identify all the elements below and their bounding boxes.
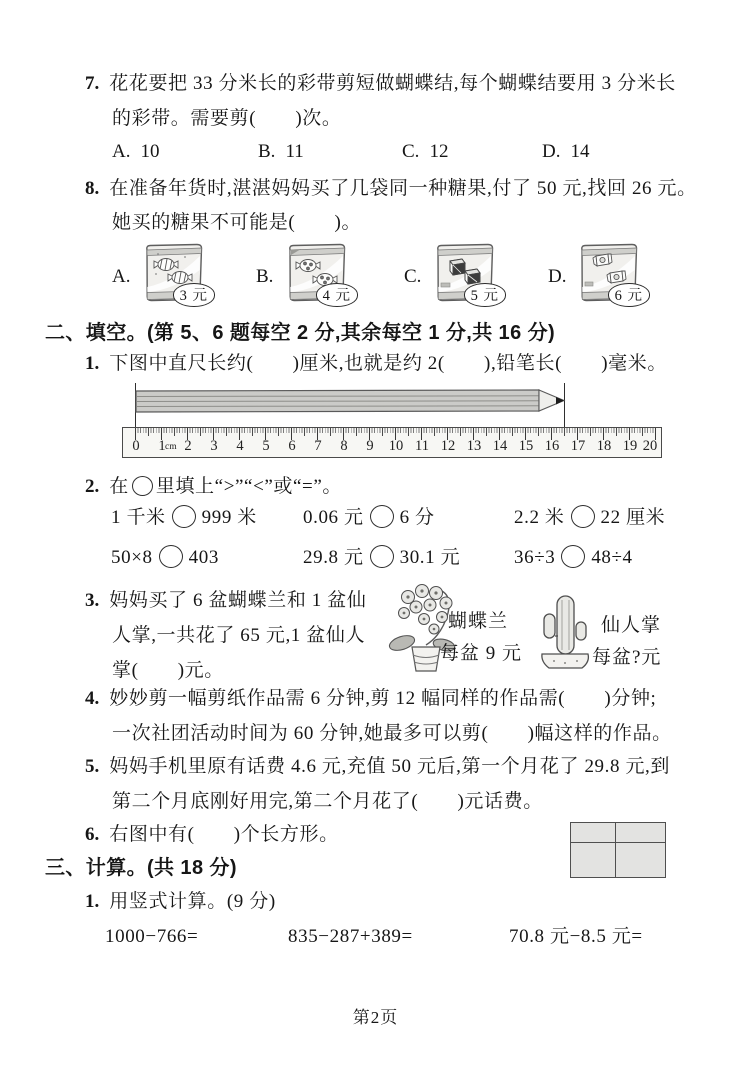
comparison-item: 29.8 元 30.1 元 [303, 547, 461, 568]
ruler-number: 16 [544, 438, 560, 454]
option-value: 12 [429, 141, 449, 162]
q8-option-d-label: D. [548, 266, 567, 287]
s2-q5-number: 5. [85, 756, 100, 777]
q8-option-b-label: B. [256, 266, 274, 287]
option-label: D. [542, 141, 561, 162]
s2-q1-text: 下图中直尺长约( )厘米,也就是约 2( ),铅笔长( )毫米。 [109, 353, 667, 374]
candy-bag-b [284, 240, 352, 306]
q7-line1-text: 花花要把 33 分米长的彩带剪短做蝴蝶结,每个蝴蝶结要用 3 分米长 [109, 73, 676, 94]
comparison-item: 36÷3 48÷4 [514, 547, 633, 568]
s2-q5-line1: 5. 妈妈手机里原有话费 4.6 元,充值 50 元后,第一个月花了 29.8 元,到 [85, 756, 671, 777]
s2-q3-line3: 掌( )元。 [112, 660, 224, 681]
section2-heading: 二、填空。(第 5、6 题每空 2 分,其余每空 1 分,共 16 分) [45, 322, 556, 344]
ruler-number: 6 [288, 438, 296, 454]
s2-q2-intro: 2. 在 里填上“>”“<”或“=”。 [85, 476, 343, 497]
q7-option-d [542, 141, 589, 163]
ruler-number: 17 [570, 438, 586, 454]
candy-price-badge: 3 元 [173, 283, 215, 307]
comparison-circle [159, 545, 183, 568]
comparison-circle [172, 505, 196, 528]
orchid-name-label: 蝴蝶兰 [448, 611, 509, 632]
q7-number: 7. [85, 73, 100, 94]
page-number: 第2页 [352, 1008, 399, 1027]
s3-q1-number: 1. [85, 891, 100, 912]
ruler-number: 2 [184, 438, 192, 454]
s2-q1-number: 1. [85, 353, 100, 374]
grid-vertical-line [615, 823, 616, 877]
ruler-number: 18 [596, 438, 612, 454]
ruler-number: 1 [158, 438, 166, 454]
s2-q4-number: 4. [85, 688, 100, 709]
ruler-number: 5 [262, 438, 270, 454]
comparison-item: 50×8 403 [111, 547, 219, 568]
s2-q5-line2: 第二个月底刚好用完,第二个月花了( )元话费。 [112, 791, 543, 812]
ruler-image [122, 427, 662, 458]
candy-price-badge: 5 元 [464, 283, 506, 307]
q8-line1-text: 在准备年货时,湛湛妈妈买了几袋同一种糖果,付了 50 元,找回 26 元。 [109, 178, 697, 199]
q7-option-b [258, 141, 304, 163]
q8-option-a-label: A. [112, 266, 131, 287]
ruler-unit-label: cm [165, 442, 177, 452]
calc-problem-3: 70.8 元−8.5 元= [509, 926, 643, 947]
ruler-number: 8 [340, 438, 348, 454]
s2-q2-number: 2. [85, 476, 100, 497]
ruler-number: 7 [314, 438, 322, 454]
ruler-pencil-figure [118, 382, 674, 462]
s2-q3-number: 3. [85, 590, 100, 611]
option-label: A. [112, 141, 131, 162]
ruler-number: 19 [622, 438, 638, 454]
pencil-image [135, 388, 567, 414]
ruler-number: 20 [642, 438, 658, 454]
cactus-image [536, 592, 594, 676]
calc-problem-1: 1000−766= [105, 926, 199, 947]
option-value: 11 [285, 141, 304, 162]
q8-line2: 她买的糖果不可能是( )。 [112, 212, 362, 233]
ruler-number: 15 [518, 438, 534, 454]
candy-price-badge: 4 元 [316, 283, 358, 307]
rectangle-grid-figure [570, 822, 666, 878]
ruler-number: 13 [466, 438, 482, 454]
q7-option-a [112, 141, 159, 163]
ruler-number: 9 [366, 438, 374, 454]
s2-q3-line1: 3. 妈妈买了 6 盆蝴蝶兰和 1 盆仙 [85, 590, 367, 611]
s2-q6-number: 6. [85, 824, 100, 845]
option-value: 10 [140, 141, 160, 162]
q8-line1 [85, 178, 697, 201]
calc-problem-2: 835−287+389= [288, 926, 413, 947]
option-label: C. [402, 141, 420, 162]
section3-heading: 三、计算。(共 18 分) [45, 857, 237, 879]
cactus-name-label: 仙人掌 [601, 615, 662, 636]
comparison-item: 2.2 米 22 厘米 [514, 507, 666, 528]
ruler-number: 14 [492, 438, 508, 454]
comparison-circle [370, 545, 394, 568]
ruler-number: 10 [388, 438, 404, 454]
q7-line1 [85, 73, 676, 96]
blank-circle [132, 476, 153, 496]
comparison-item: 1 千米 999 米 [111, 507, 257, 528]
option-value: 14 [570, 141, 590, 162]
comparison-circle [370, 505, 394, 528]
s3-q1-line: 1. 用竖式计算。(9 分) [85, 891, 276, 912]
s2-q3-line2: 人掌,一共花了 65 元,1 盆仙人 [112, 625, 366, 646]
q7-line2: 的彩带。需要剪( )次。 [112, 108, 342, 129]
comparison-circle [571, 505, 595, 528]
s2-q4-line1: 4. 妙妙剪一幅剪纸作品需 6 分钟,剪 12 幅同样的作品需( )分钟; [85, 688, 657, 709]
candy-bag-c [432, 240, 500, 306]
option-label: B. [258, 141, 276, 162]
ruler-number: 0 [132, 438, 140, 454]
grid-horizontal-line [571, 842, 665, 843]
cactus-price-label: 每盆?元 [592, 647, 662, 668]
q8-option-c-label: C. [404, 266, 422, 287]
ruler-number: 3 [210, 438, 218, 454]
ruler-number: 12 [440, 438, 456, 454]
orchid-price-label: 每盆 9 元 [440, 643, 523, 664]
q7-option-c [402, 141, 448, 163]
s2-q4-line2: 一次社团活动时间为 60 分钟,她最多可以剪( )幅这样的作品。 [112, 723, 672, 744]
q8-number: 8. [85, 178, 100, 199]
comparison-item: 0.06 元 6 分 [303, 507, 435, 528]
candy-price-badge: 6 元 [608, 283, 650, 307]
ruler-number: 4 [236, 438, 244, 454]
s2-q6-line: 6. 右图中有( )个长方形。 [85, 824, 339, 845]
candy-bag-d [576, 240, 644, 306]
comparison-circle [561, 545, 585, 568]
ruler-number: 11 [415, 438, 429, 454]
s2-q1-line [85, 353, 667, 376]
candy-bag-a [141, 240, 209, 306]
